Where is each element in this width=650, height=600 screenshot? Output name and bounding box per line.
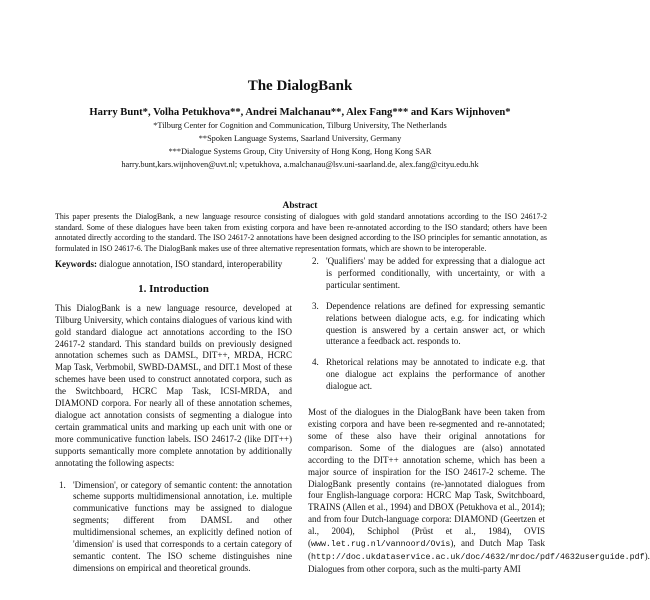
list-number: 3. [312,300,319,311]
affiliation-3: ***Dialogue Systems Group, City University of Hong Kong, Hong Kong SAR [168,147,432,156]
intro-paragraph: This DialogBank is a new language resource, developed at Tilburg University, which contains dialogues of various kind with gold standard dialogue act annotations according to the ISO 24617-2 standard. This standard builds on previously designed annotation schemes such as DAMSL, DIT++, MRDA, HCRC Map Task, Verbmobil, SWBD-DAMSL, and DIT.1 Most of these schemes have been used to construct annotated corpora, such as the Switchboard, HCRC Map Task, ICSI-MRDA, and DIAMOND corpora. For nearly all of these annotation schemes, dialogue act annotation consists of segmenting a dialogue into certain grammatical units and marking up each unit with one or more communicative function labels. ISO 24617-2 (like DIT++) supports semantically more complete annotation by additionally annotating the following aspects: [55,302,292,468]
list-item [308,357,545,393]
aspect-list-right [308,256,545,393]
abstract-text: This paper presents the DialogBank, a new language resource consisting of dialogues with gold standard annotations according to the ISO 24617-2 standard. Some of these dialogues have been taken from existing corpora and have been re-annotated according to the ISO standard; others have been annotated directly according to the standard. The ISO 24617-2 annotations have been designed according to the ISO principles for semantic annotation, as formulated in ISO 24617-6. The DialogBank makes use of three alternative representation formats, which are shown to be interoperable. [55,212,547,254]
affiliation-2: **Spoken Language Systems, Saarland University, Germany [198,134,402,143]
affiliation-1: *Tilburg Center for Cognition and Communication, Tilburg University, The Netherlands [153,121,447,130]
list-item-text: 'Dimension', or category of semantic content: the annotation scheme supports multidimensional annotation, i.e. multiple communicative functions may be assigned to dialogue segments; different from DAMSL and other multidimensional schemes, an explicitly defined notion of 'dimension' is used that corresponds to a certain category of semantic content. The ISO scheme distinguishes nine dimensions on empirical and theoretical grounds. [73,479,292,573]
list-item [308,256,545,292]
keywords [55,259,292,271]
corpora-text: Most of the dialogues in the DialogBank have been taken from existing corpora and have been re-segmented and re-annotated; some of these also have their original annotations for comparison. Some of the dialogues are (also) annotated according to the DIT++ annotation scheme, which has been a major source of inspiration for the ISO 24617-2 scheme. The DialogBank presently contains (re-)annotated dialogues from four English-language corpora: HCRC Map Task, Switchboard, TRAINS (Allen et al., 1994) and DBOX (Petukhova et al., 2014); and from four Dutch-language corpora: DIAMOND (Geertzen et al., 2004), Schiphol (Prüst et al., 1984), OVIS ( [308,407,545,549]
section-heading-introduction: 1. Introduction [138,282,209,295]
list-item-text: 'Qualifiers' may be added for expressing that a dialogue act is performed conditionally, with uncertainty, or with a particular sentiment. [326,256,545,290]
author-emails: harry.bunt,kars.wijnhoven@uvt.nl; v.petukhova, a.malchanau@lsv.uni-saarland.de, alex.fang@cityu.edu.hk [121,160,479,169]
keywords-label: Keywords: [55,259,97,269]
list-number: 1. [59,479,66,490]
paper-title: The DialogBank [247,78,353,94]
corpora-text-end: ). [644,550,650,561]
list-item [55,480,292,575]
abstract-heading: Abstract [282,201,318,211]
right-column [308,256,650,576]
list-number: 4. [312,357,319,368]
left-column [55,259,292,584]
aspect-list-left [55,480,292,575]
keywords-text: dialogue annotation, ISO standard, interoperability [99,259,283,269]
list-item-text: Rhetorical relations may be annotated to indicate e.g. that one dialogue act explains the performance of another dialogue act. [326,357,545,392]
ami-paragraph: Dialogues from other corpora, such as the multi-party AMI [308,563,521,574]
author-list: Harry Bunt*, Volha Petukhova**, Andrei Malchanau**, Alex Fang*** and Kars Wijnhoven* [89,107,511,118]
corpora-text-cont: ), and Dutch Map Task ( [308,538,545,561]
list-number: 2. [312,256,319,266]
ovis-url-link[interactable]: www.let.rug.nl/vannoord/Ovis [311,540,451,550]
maptask-url-link[interactable]: http://doc.ukdataservice.ac.uk/doc/4632/mrdoc/pdf/4632userguide.pdf [311,552,645,562]
corpora-paragraph [308,407,650,564]
list-item-text: Dependence relations are defined for expressing semantic relations between dialogue acts, e.g. for indicating which question is answered by a certain answer act, or which utterance a feedback act. responds to. [326,300,545,347]
list-item [308,301,545,349]
